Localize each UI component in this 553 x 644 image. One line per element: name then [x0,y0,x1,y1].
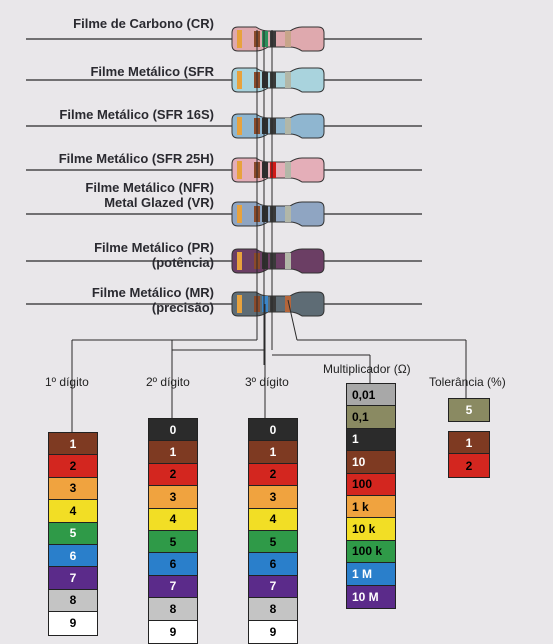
first-digit-header: 1º dígito [45,375,89,389]
color-code-cell: 5 [449,399,489,421]
color-band [262,162,268,178]
resistor-end-stripe [237,161,242,179]
resistor-end-stripe [237,30,242,48]
color-code-cell: 8 [149,598,197,620]
color-code-cell: 9 [49,612,97,634]
color-code-cell: 10 M [347,586,395,608]
resistor-label-mr: Filme Metálico (MR) (precisão) [91,285,214,315]
color-band [285,72,291,88]
color-code-cell: 1 [49,433,97,455]
color-code-cell: 7 [249,576,297,598]
resistor-body [232,202,324,226]
resistor-body [232,27,324,51]
color-band [270,162,276,178]
color-code-cell: 1 [449,432,489,454]
color-code-cell: 7 [49,567,97,589]
color-code-cell: 7 [149,576,197,598]
color-code-cell: 0 [249,419,297,441]
color-band [270,118,276,134]
resistor-end-stripe [237,252,242,270]
color-band [262,72,268,88]
multiplier-header: Multiplicador (Ω) [323,362,411,376]
color-code-cell: 4 [249,509,297,531]
color-band [285,31,291,47]
resistor-label-sfr16s: Filme Metálico (SFR 16S) [59,107,214,122]
color-band [262,253,268,269]
resistor-label-cr: Filme de Carbono (CR) [73,16,214,31]
color-band [262,206,268,222]
color-code-cell: 0,01 [347,384,395,406]
color-band [285,206,291,222]
color-code-cell: 1 [149,441,197,463]
resistor-body [232,292,324,316]
multiplier-column [346,383,396,609]
resistor-label-sfr25h: Filme Metálico (SFR 25H) [58,151,214,166]
color-code-cell: 6 [149,553,197,575]
color-code-cell: 1 M [347,563,395,585]
color-code-cell: 0,1 [347,406,395,428]
color-code-cell: 2 [49,455,97,477]
resistor-body [232,158,324,182]
color-band [270,296,276,312]
resistor-body [232,114,324,138]
color-band [262,31,268,47]
resistor-label-nfr: Filme Metálico (NFR) Metal Glazed (VR) [85,180,214,210]
tolerance-column-top [448,398,490,422]
resistor-label-pr: Filme Metálico (PR) (potência) [94,240,214,270]
color-code-cell: 5 [249,531,297,553]
third-digit-header: 3º dígito [245,375,289,389]
color-band [285,162,291,178]
color-code-cell: 10 k [347,518,395,540]
color-code-cell: 5 [49,523,97,545]
color-code-cell: 9 [149,621,197,643]
resistor-end-stripe [237,205,242,223]
second-digit-header: 2º dígito [146,375,190,389]
color-band [285,118,291,134]
resistor-end-stripe [237,71,242,89]
color-code-cell: 6 [49,545,97,567]
color-code-cell: 9 [249,621,297,643]
color-code-cell: 8 [49,590,97,612]
resistor-end-stripe [237,295,242,313]
second-digit-column [148,418,198,644]
color-band [270,206,276,222]
tolerance-column-bottom [448,431,490,478]
color-code-cell: 100 k [347,541,395,563]
resistor-label-sfr: Filme Metálico (SFR [90,64,214,79]
color-band [262,118,268,134]
color-code-cell: 1 [249,441,297,463]
color-code-cell: 8 [249,598,297,620]
first-digit-column [48,432,98,636]
color-code-cell: 5 [149,531,197,553]
color-band [270,31,276,47]
color-code-cell: 100 [347,474,395,496]
color-code-cell: 4 [49,500,97,522]
tolerance-header: Tolerância (%) [429,375,506,389]
color-band [270,72,276,88]
third-digit-column [248,418,298,644]
color-code-cell: 3 [49,478,97,500]
resistor-body [232,249,324,273]
resistor-body [232,68,324,92]
color-code-cell: 1 k [347,496,395,518]
color-code-cell: 2 [449,454,489,476]
color-code-cell: 3 [249,486,297,508]
color-code-cell: 2 [149,464,197,486]
color-code-cell: 2 [249,464,297,486]
color-code-cell: 10 [347,451,395,473]
color-code-cell: 1 [347,429,395,451]
color-band [270,253,276,269]
color-code-cell: 6 [249,553,297,575]
color-code-cell: 3 [149,486,197,508]
color-code-cell: 0 [149,419,197,441]
resistor-end-stripe [237,117,242,135]
color-code-cell: 4 [149,509,197,531]
color-band [285,253,291,269]
